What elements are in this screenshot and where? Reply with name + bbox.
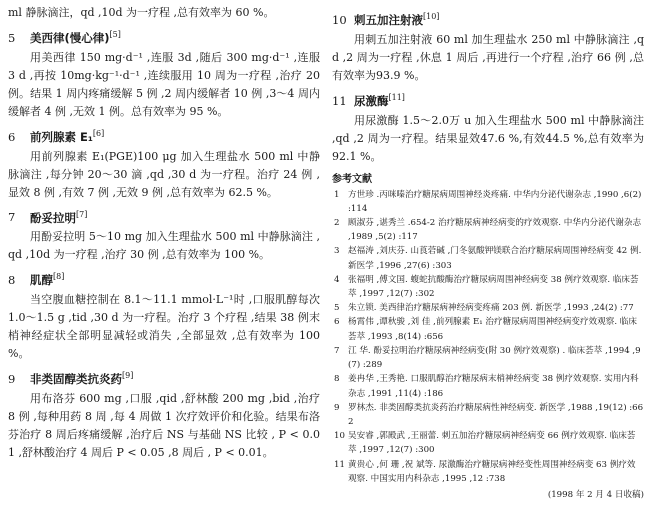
reference-item bbox=[332, 315, 644, 343]
reference-text: 顾淑芬 ,谌秀兰 .654-2 治疗糖尿病神经病变的疗效观察. 中华内分泌代谢杂志 ,1989 ,5(2) :117 bbox=[348, 218, 642, 243]
reference-number: 5 bbox=[334, 303, 340, 314]
references-title: 参考文献 bbox=[332, 173, 372, 185]
right-body bbox=[332, 7, 644, 166]
reference-item bbox=[332, 458, 644, 486]
reference-text: 张福明 ,傅文国. 蝮蛇抗酸酶治疗糖尿病周围神经病变 38 例疗效观察. 临床荟萃 ,1997 ,12(7) :302 bbox=[348, 274, 639, 300]
citation-marker: [8] bbox=[53, 272, 65, 282]
reference-number: 3 bbox=[334, 246, 340, 257]
section-title: 非类固醇类抗炎药 bbox=[30, 372, 122, 387]
reference-number: 4 bbox=[334, 274, 340, 285]
references-list bbox=[332, 188, 644, 486]
reference-item bbox=[332, 401, 644, 429]
section-title: 美西律(慢心律) bbox=[30, 30, 110, 45]
right-column bbox=[332, 4, 644, 502]
reference-item bbox=[332, 244, 644, 272]
section-number: 7 bbox=[8, 210, 16, 225]
reference-text: 赵福涛 ,刘庆芬. 山莨菪碱 ,门冬氨酸钾镁联合治疗糖尿病周围神经病变 42 例. 新医学 ,1996 ,27(6) :303 bbox=[348, 246, 642, 271]
body-paragraph: 用美西律 150 mg·d⁻¹ ,连服 3d ,随后 300 mg·d⁻¹ ,连服 3 d ,再按 10mg·kg⁻¹·d⁻¹ ,连续服用 10 周为一疗程 ,治疗 20 例。结果 1 周内疼痛缓解 5 例 ,2 周内缓解者 10 例 ,3～4 周内缓解者 4 例 ,无效 1 例。总有效率为 95 %。 bbox=[8, 50, 320, 118]
body-paragraph: 用尿激酶 1.5～2.0万 u 加入生理盐水 500 ml 中静脉滴注 ,qd ,2 周为一疗程。结果显效47.6 %,有效44.5 %,总有效率为92.1 %。 bbox=[332, 113, 644, 163]
reference-text: 朱立锁. 美西律治疗糖尿病神经病变疼痛 203 例. 新医学 ,1993 ,24(2) :77 bbox=[348, 303, 634, 314]
citation-marker: [9] bbox=[122, 371, 134, 381]
section-number: 8 bbox=[8, 273, 16, 288]
section-number: 6 bbox=[8, 129, 16, 144]
reference-item bbox=[332, 301, 644, 315]
reference-text: 姜冉华 ,王秀艳. 口服肌醇治疗糖尿病末梢神经病变 38 例疗效观察. 实用内科杂志 ,1991 ,11(4) :186 bbox=[348, 374, 639, 399]
citation-marker: [6] bbox=[92, 128, 105, 138]
section-heading bbox=[332, 88, 644, 111]
citation-marker: [11] bbox=[388, 92, 405, 102]
citation-marker: [5] bbox=[109, 30, 121, 39]
body-paragraph: ml 静脉滴注，qd ,10d 为一疗程 ,总有效率为 60 %。 bbox=[8, 6, 275, 19]
section-heading bbox=[8, 267, 320, 290]
citation-marker: [7] bbox=[76, 209, 88, 219]
section-heading bbox=[8, 25, 320, 48]
reference-item bbox=[332, 273, 644, 301]
section-number: 5 bbox=[8, 30, 16, 45]
body-paragraph: 用前列腺素 E₁(PGE)100 μg 加入生理盐水 500 ml 中静脉滴注 ,每分钟 20～30 滴 ,qd ,30 d 为一疗程。治疗 24 例 ,显效 8 例 ,有效 7 例 ,无效 9 例 ,总有效率为 62.5 %。 bbox=[8, 149, 320, 199]
section-number: 10 bbox=[332, 12, 347, 27]
section-title: 酚妥拉明 bbox=[30, 210, 76, 225]
body-paragraph: 用刺五加注射液 60 ml 加生理盐水 250 ml 中静脉滴注 ,qd ,2 周为一疗程 ,休息 1 周后 ,再进行一个疗程 ,治疗 66 例 ,总有效率为93.9 %。 bbox=[332, 32, 644, 82]
reference-number: 10 bbox=[334, 431, 345, 442]
citation-marker: [10] bbox=[423, 12, 440, 21]
reference-number: 6 bbox=[334, 317, 340, 328]
reference-number: 8 bbox=[334, 374, 340, 385]
reference-item bbox=[332, 429, 644, 457]
reference-text: 黄贵心 ,何 珊 ,祝 斌等. 尿激酶治疗糖尿病神经变性周围神经病变 63 例疗效观察. 中国实用内科杂志 ,1995 ,12 :738 bbox=[348, 459, 636, 484]
section-title: 肌醇 bbox=[30, 273, 53, 288]
reference-text: 罗林杰. 非类固醇类抗炎药治疗糖尿病性神经病变. 新医学 ,1988 ,19(12) :662 bbox=[348, 402, 644, 427]
reference-number: 1 bbox=[334, 189, 340, 200]
reference-text: 杨霄伟 ,谭秋骏 ,刘 佳 ,前列腺素 E₁ 治疗糖尿病周围神经病变疗效观察. 临床荟萃 ,1993 ,8(14) :656 bbox=[348, 317, 637, 342]
reference-text: 江 华. 酚妥拉明治疗糖尿病神经病变(附 30 例疗效观察) . 临床荟萃 ,1994 ,9(7) :289 bbox=[348, 345, 641, 371]
body-paragraph: 用酚妥拉明 5～10 mg 加入生理盐水 500 ml 中静脉滴注 ,qd ,10d 为一疗程 ,治疗 30 例 ,总有效率为 100 %。 bbox=[8, 230, 320, 262]
section-number: 9 bbox=[8, 372, 16, 387]
body-paragraph: 用布洛芬 600 mg ,口服 ,qid ,舒林酸 200 mg ,bid ,治疗 8 例 ,每种用药 8 周 ,每 4 周做 1 次疗效评价和化验。结果布洛芬治疗 8 周后疼痛缓解 ,治疗后 NS 与基础 NS 比较 , P < 0.01 ,舒林酸治疗 4 周后 P < 0.05 ,8 周后 , P < 0.01。 bbox=[8, 392, 320, 460]
reference-number: 9 bbox=[334, 402, 340, 413]
reference-item bbox=[332, 188, 644, 216]
received-date: (1998 年 2 月 4 日收稿) bbox=[547, 489, 644, 500]
section-heading bbox=[332, 7, 644, 30]
reference-number: 2 bbox=[334, 218, 340, 229]
body-paragraph: 当空腹血糖控制在 8.1～11.1 mmol·L⁻¹时 ,口服肌醇每次 1.0～1.5 g ,tid ,30 d 为一疗程。治疗 3 个疗程 ,结果 38 例末梢神经症状全部明显减轻或消失 ,全部显效 ,总有效率为 100 %。 bbox=[8, 293, 320, 361]
reference-number: 11 bbox=[334, 459, 345, 470]
reference-text: 方世珍 .丙咪嗪治疗糖尿病周围神经炎疼痛. 中华内分泌代谢杂志 ,1990 ,6(2) :114 bbox=[348, 189, 642, 214]
reference-item bbox=[332, 216, 644, 244]
section-heading bbox=[8, 205, 320, 228]
reference-text: 吴安睿 ,郭殿武 ,王丽蕾. 刺五加治疗糖尿病神经病变 66 例疗效观察. 临床荟萃 ,1997 ,12(7) :300 bbox=[348, 431, 636, 456]
left-column bbox=[8, 4, 320, 462]
section-heading bbox=[8, 124, 320, 147]
section-title: 刺五加注射液 bbox=[354, 12, 423, 27]
section-title: 前列腺素 E₁ bbox=[30, 129, 93, 144]
reference-item bbox=[332, 344, 644, 372]
section-number: 11 bbox=[332, 93, 347, 108]
reference-number: 7 bbox=[334, 345, 340, 356]
reference-item bbox=[332, 372, 644, 400]
section-heading bbox=[8, 366, 320, 389]
section-title: 尿激酶 bbox=[354, 93, 389, 108]
